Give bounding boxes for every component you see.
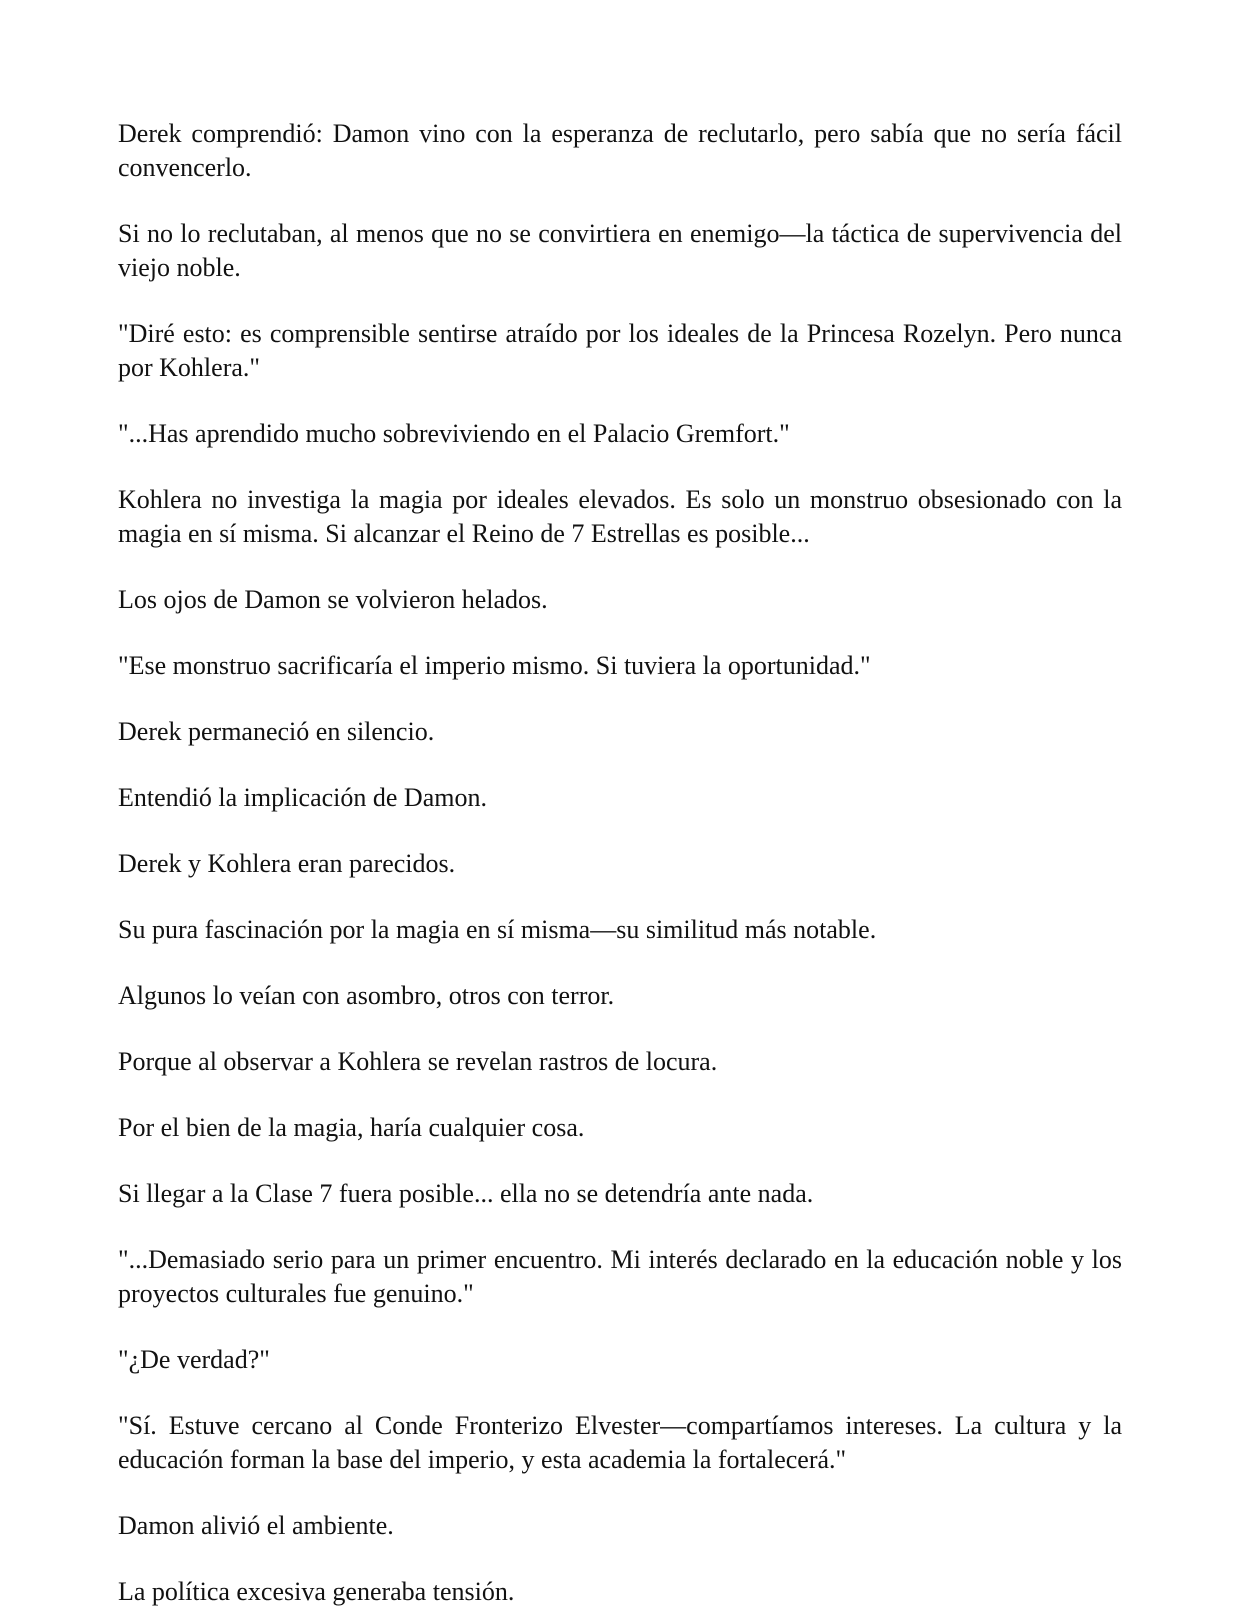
paragraph: Porque al observar a Kohlera se revelan rastros de locura. [118, 1047, 718, 1076]
paragraph: Los ojos de Damon se volvieron helados. [118, 585, 548, 614]
paragraph: Si llegar a la Clase 7 fuera posible... ella no se detendría ante nada. [118, 1179, 814, 1208]
paragraph: Si no lo reclutaban, al menos que no se convirtiera en enemigo—la táctica de supervivencia del viejo noble. [118, 219, 1122, 282]
paragraph: "...Has aprendido mucho sobreviviendo en el Palacio Gremfort." [118, 419, 790, 448]
paragraph: Entendió la implicación de Damon. [118, 783, 487, 812]
paragraph: Su pura fascinación por la magia en sí misma—su similitud más notable. [118, 915, 877, 944]
paragraph: Derek permaneció en silencio. [118, 717, 435, 746]
paragraph: Kohlera no investiga la magia por ideales elevados. Es solo un monstruo obsesionado con la magia en sí misma. Si alcanzar el Reino de 7 Estrellas es posible... [118, 485, 1122, 548]
paragraph: "Sí. Estuve cercano al Conde Fronterizo Elvester—compartíamos intereses. La cultura y la educación forman la base del imperio, y esta academia la fortalecerá." [118, 1411, 1122, 1474]
paragraph: Por el bien de la magia, haría cualquier cosa. [118, 1113, 585, 1142]
body-text [118, 117, 1122, 1620]
paragraph: La política excesiva generaba tensión. [118, 1577, 515, 1606]
paragraph: "Diré esto: es comprensible sentirse atraído por los ideales de la Princesa Rozelyn. Pero nunca por Kohlera." [118, 319, 1122, 382]
paragraph: Damon alivió el ambiente. [118, 1511, 394, 1540]
paragraph: "Ese monstruo sacrificaría el imperio mismo. Si tuviera la oportunidad." [118, 651, 871, 680]
paragraph: Derek y Kohlera eran parecidos. [118, 849, 456, 878]
paragraph: "...Demasiado serio para un primer encuentro. Mi interés declarado en la educación noble y los proyectos culturales fue genuino." [118, 1245, 1122, 1308]
paragraph: "¿De verdad?" [118, 1345, 270, 1374]
paragraph: Derek comprendió: Damon vino con la esperanza de reclutarlo, pero sabía que no sería fácil convencerlo. [118, 119, 1122, 182]
paragraph: Algunos lo veían con asombro, otros con terror. [118, 981, 615, 1010]
